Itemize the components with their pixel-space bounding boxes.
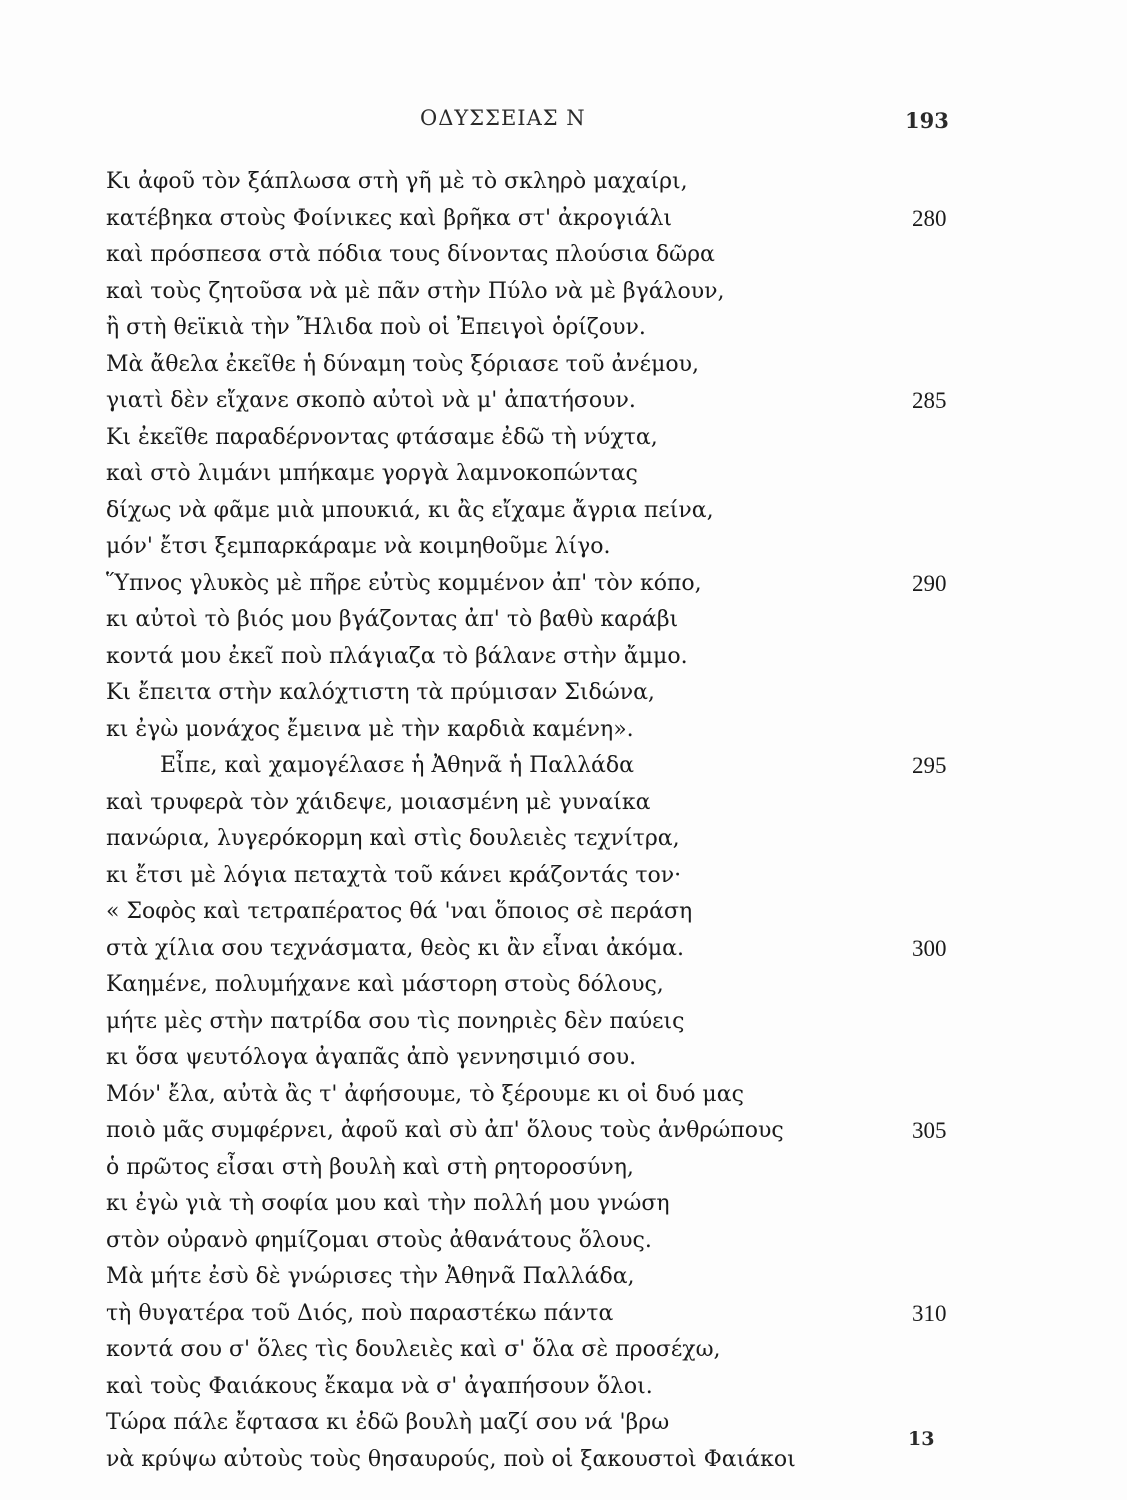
- line-number: 285: [912, 388, 947, 413]
- verse-text: Τώρα πάλε ἔφτασα κι ἐδῶ βουλὴ μαζί σου νά 'βρω: [106, 1410, 670, 1435]
- verse-line: [0, 639, 1127, 676]
- verse-text: καὶ τρυφερὰ τὸν χάιδεψε, μοιασμένη μὲ γυναίκα: [106, 789, 651, 815]
- verse-text: Μὰ ἄθελα ἐκεῖθε ἡ δύναμη τοὺς ξόριασε τοῦ ἀνέμου,: [106, 351, 699, 377]
- verse-line: [0, 967, 1127, 1004]
- verse-text: νὰ κρύψω αὐτοὺς τοὺς θησαυρούς, ποὺ οἱ ξακουστοὶ Φαιάκοι: [106, 1446, 796, 1472]
- verse-text: δίχως νὰ φᾶμε μιὰ μπουκιά, κι ἂς εἴχαμε ἄγρια πείνα,: [106, 497, 714, 523]
- verse-line: [0, 1369, 1127, 1406]
- verse-line: [0, 420, 1127, 457]
- verse-text: ὁ πρῶτος εἶσαι στὴ βουλὴ καὶ στὴ ρητοροσύνη,: [106, 1154, 634, 1180]
- verse-text: κοντά μου ἐκεῖ ποὺ πλάγιαζα τὸ βάλανε στὴν ἄμμο.: [106, 643, 688, 669]
- verse-text: ἢ στὴ θεϊκιὰ τὴν Ἤλιδα ποὺ οἱ Ἐπειγοὶ ὁρίζουν.: [106, 315, 646, 340]
- line-number: 300: [912, 935, 947, 961]
- verse-text: κοντά σου σ' ὅλες τὶς δουλειὲς καὶ σ' ὅλα σὲ προσέχω,: [106, 1337, 721, 1362]
- verse-text: Κι ἀφοῦ τὸν ξάπλωσα στὴ γῆ μὲ τὸ σκληρὸ μαχαίρι,: [106, 169, 688, 194]
- verse-block: [0, 164, 1127, 1478]
- verse-text: κι ὅσα ψευτόλογα ἀγαπᾶς ἀπὸ γεννησιμιό σου.: [106, 1045, 637, 1070]
- verse-text: Κι ἔπειτα στὴν καλόχτιστη τὰ πρύμισαν Σιδώνα,: [106, 680, 655, 705]
- verse-line: [0, 1040, 1127, 1077]
- verse-line: [0, 1004, 1127, 1041]
- verse-text: « Σοφὸς καὶ τετραπέρατος θά 'ναι ὅποιος σὲ περάση: [106, 899, 693, 924]
- verse-text: κι ἐγὼ γιὰ τὴ σοφία μου καὶ τὴν πολλή μου γνώση: [106, 1191, 670, 1216]
- verse-text: καὶ τοὺς ζητοῦσα νὰ μὲ πᾶν στὴν Πύλο νὰ μὲ βγάλουν,: [106, 278, 725, 304]
- verse-text: Κι ἐκεῖθε παραδέρνοντας φτάσαμε ἐδῶ τὴ νύχτα,: [106, 424, 658, 450]
- verse-line: [0, 493, 1127, 530]
- verse-text: στὸν οὐρανὸ φημίζομαι στοὺς ἀθανάτους ὅλους.: [106, 1227, 652, 1253]
- verse-line: [0, 1332, 1127, 1369]
- verse-line: [0, 1296, 1127, 1333]
- line-number: 305: [912, 1118, 947, 1143]
- verse-line: [0, 201, 1127, 238]
- verse-line: [0, 858, 1127, 895]
- verse-line: [0, 712, 1127, 749]
- verse-text: κατέβηκα στοὺς Φοίνικες καὶ βρῆκα στ' ἀκρογιάλι: [106, 205, 673, 231]
- verse-text: Εἶπε, καὶ χαμογέλασε ἡ Ἀθηνᾶ ἡ Παλλάδα: [160, 753, 635, 778]
- verse-text: μήτε μὲς στὴν πατρίδα σου τὶς πονηριὲς δὲν παύεις: [106, 1008, 685, 1034]
- verse-line: [0, 785, 1127, 822]
- verse-line: [0, 821, 1127, 858]
- verse-text: γιατὶ δὲν εἴχανε σκοπὸ αὐτοὶ νὰ μ' ἀπατήσουν.: [106, 388, 636, 413]
- verse-line: [0, 347, 1127, 384]
- verse-text: κι αὐτοὶ τὸ βιός μου βγάζοντας ἀπ' τὸ βαθὺ καράβι: [106, 607, 679, 632]
- verse-line: [0, 894, 1127, 931]
- verse-text: Μὰ μήτε ἐσὺ δὲ γνώρισες τὴν Ἀθηνᾶ Παλλάδα,: [106, 1264, 635, 1289]
- verse-line: [0, 383, 1127, 420]
- verse-line: [0, 748, 1127, 785]
- verse-text: πανώρια, λυγερόκορμη καὶ στὶς δουλειὲς τεχνίτρα,: [106, 826, 680, 851]
- verse-line: [0, 310, 1127, 347]
- verse-line: [0, 1077, 1127, 1114]
- line-number: 295: [912, 753, 947, 778]
- line-number: 310: [912, 1300, 947, 1326]
- verse-text: καὶ τοὺς Φαιάκους ἔκαμα νὰ σ' ἀγαπήσουν ὅλοι.: [106, 1373, 653, 1399]
- verse-line: [0, 529, 1127, 566]
- verse-text: Καημένε, πολυμήχανε καὶ μάστορη στοὺς δόλους,: [106, 972, 664, 997]
- verse-line: [0, 675, 1127, 712]
- verse-text: ποιὸ μᾶς συμφέρνει, ἀφοῦ καὶ σὺ ἀπ' ὅλους τοὺς ἀνθρώπους: [106, 1118, 784, 1143]
- verse-text: καὶ στὸ λιμάνι μπήκαμε γοργὰ λαμνοκοπώντας: [106, 461, 638, 486]
- verse-text: τὴ θυγατέρα τοῦ Διός, ποὺ παραστέκω πάντα: [106, 1300, 614, 1326]
- line-number: 290: [912, 570, 947, 596]
- verse-line: [0, 1259, 1127, 1296]
- verse-line: [0, 566, 1127, 603]
- verse-text: μόν' ἔτσι ξεμπαρκάραμε νὰ κοιμηθοῦμε λίγο.: [106, 534, 611, 559]
- verse-text: στὰ χίλια σου τεχνάσματα, θεὸς κι ἂν εἶναι ἀκόμα.: [106, 935, 685, 961]
- verse-line: [0, 164, 1127, 201]
- verse-line: [0, 1150, 1127, 1187]
- verse-line: [0, 931, 1127, 968]
- verse-text: καὶ πρόσπεσα στὰ πόδια τους δίνοντας πλούσια δῶρα: [106, 242, 715, 267]
- page-number: 193: [905, 108, 949, 133]
- verse-text: κι ἐγὼ μονάχος ἔμεινα μὲ τὴν καρδιὰ καμένη».: [106, 716, 634, 742]
- verse-line: [0, 1405, 1127, 1442]
- verse-line: [0, 1186, 1127, 1223]
- verse-text: κι ἔτσι μὲ λόγια πεταχτὰ τοῦ κάνει κράζοντάς τον·: [106, 862, 682, 888]
- verse-line: [0, 1223, 1127, 1260]
- verse-line: [0, 1113, 1127, 1150]
- verse-line: [0, 602, 1127, 639]
- verse-line: [0, 1442, 1127, 1479]
- verse-text: Ὕπνος γλυκὸς μὲ πῆρε εὐτὺς κομμένον ἀπ' τὸν κόπο,: [106, 570, 702, 596]
- verse-line: [0, 237, 1127, 274]
- verse-line: [0, 274, 1127, 311]
- printer-signature-mark: 13: [908, 1428, 935, 1450]
- line-number: 280: [912, 205, 947, 231]
- running-head-title: ΟΔΥΣΣΕΙΑΣ Ν: [420, 106, 586, 130]
- verse-line: [0, 456, 1127, 493]
- verse-text: Μόν' ἔλα, αὐτὰ ἂς τ' ἀφήσουμε, τὸ ξέρουμε κι οἱ δυό μας: [106, 1081, 744, 1107]
